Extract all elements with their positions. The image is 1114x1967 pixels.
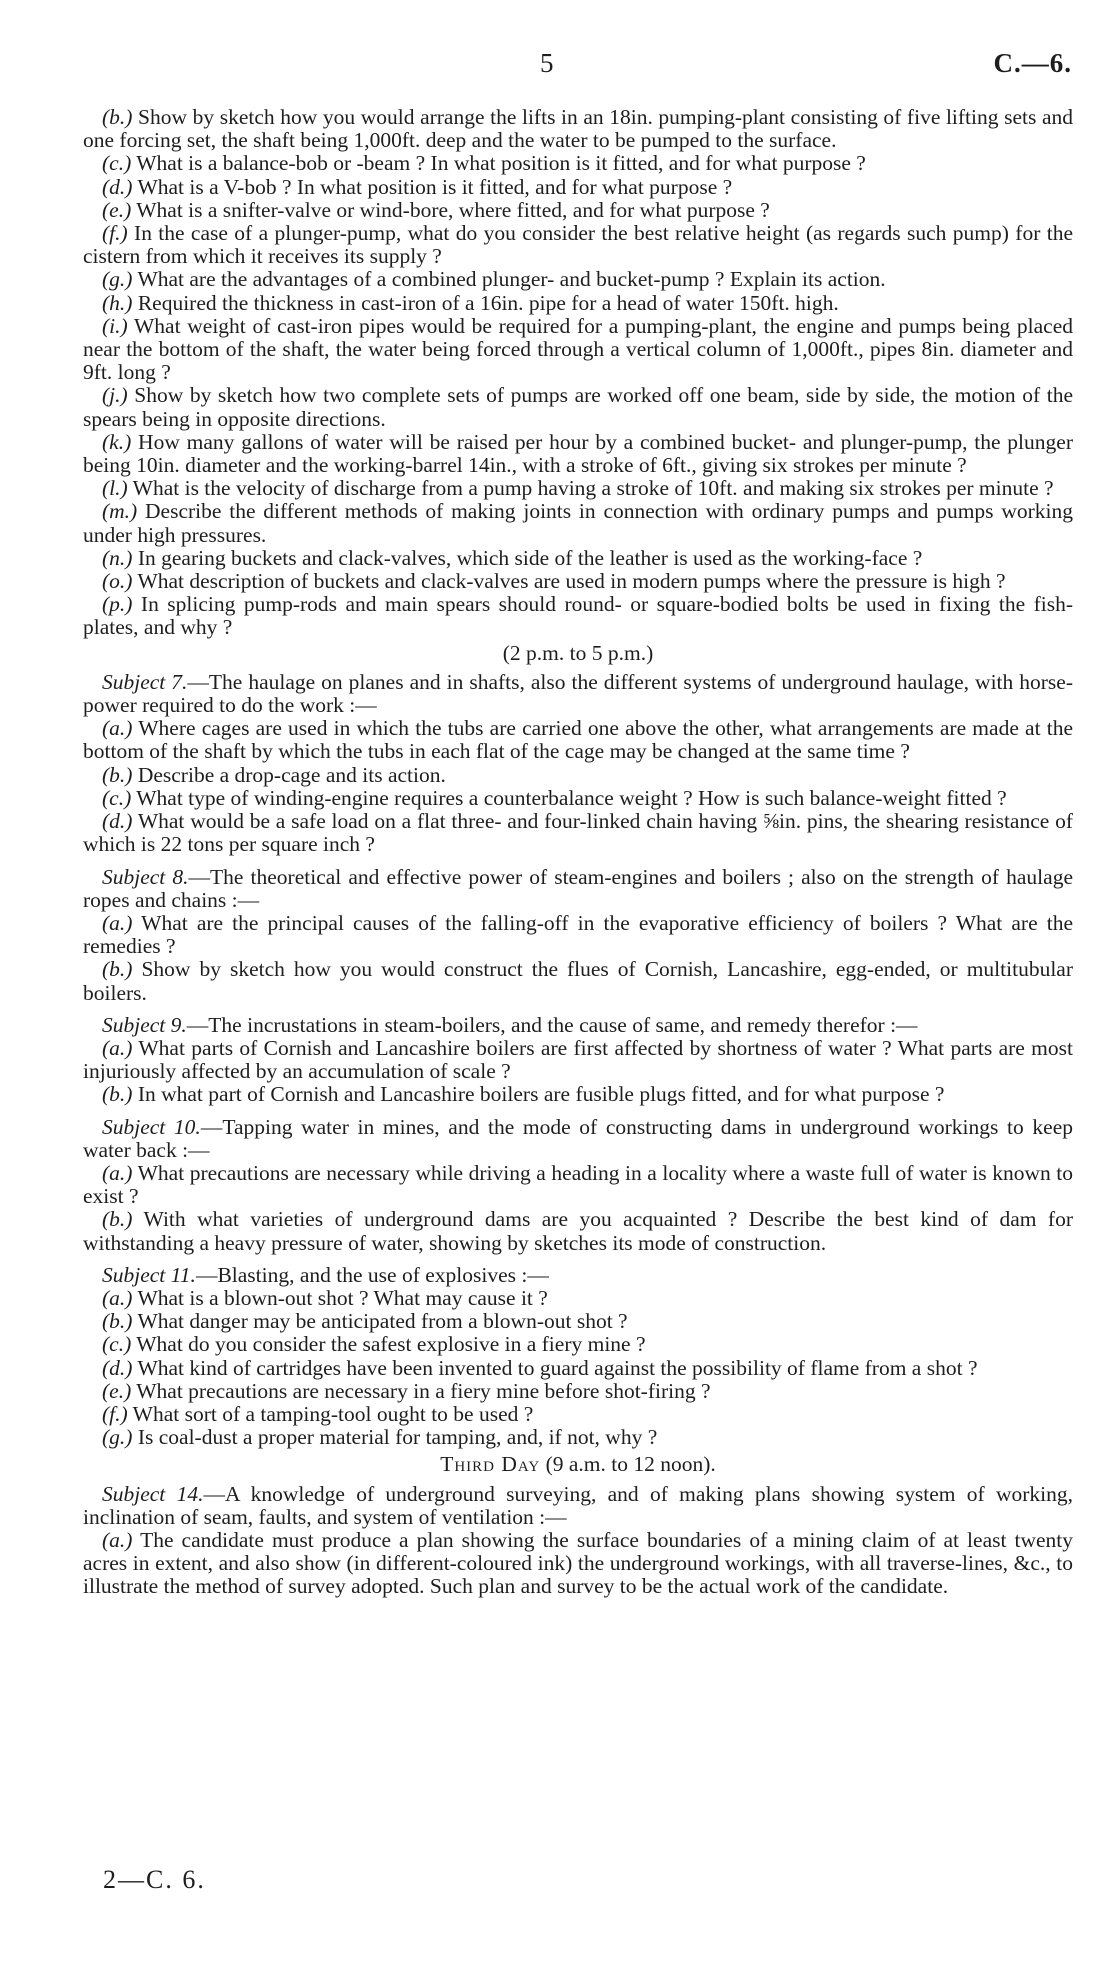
question: (l.) What is the velocity of discharge from a pump having a stroke of 10ft. and making six strokes per minute ? xyxy=(102,476,1054,501)
third-day-title: Third Day xyxy=(440,1452,541,1477)
question: (g.) Is coal-dust a proper material for tamping, and, if not, why ? xyxy=(102,1425,658,1450)
question: (a.) What parts of Cornish and Lancashire boilers are first affected by shortness of water ? What parts are most injuriously affected by an accumulation of scale ? xyxy=(83,1035,1073,1084)
question: (j.) Show by sketch how two complete sets of pumps are worked off one beam, side by side, the motion of the spears being in opposite directions. xyxy=(83,383,1073,431)
question: (n.) In gearing buckets and clack-valves, which side of the leather is used as the working-face ? xyxy=(102,545,923,570)
question: (f.) What sort of a tamping-tool ought to be used ? xyxy=(102,1401,534,1426)
question: (i.) What weight of cast-iron pipes would be required for a pumping-plant, the engine and pumps being placed near the bottom of the shaft, the water being forced through a vertical column of 1,000ft., pipes 8in. diameter and 9ft. long ? xyxy=(83,313,1073,385)
question: (b.) Describe a drop-cage and its action. xyxy=(102,762,446,787)
question: (o.) What description of buckets and clack-valves are used in modern pumps where the pressure is high ? xyxy=(102,569,1006,594)
question: (h.) Required the thickness in cast-iron of a 16in. pipe for a head of water 150ft. high. xyxy=(102,290,839,315)
question: (b.) What danger may be anticipated from a blown-out shot ? xyxy=(102,1309,628,1334)
subject-heading: Subject 9.—The incrustations in steam-boilers, and the cause of same, and remedy therefor :— xyxy=(102,1012,918,1037)
question: (p.) In splicing pump-rods and main spears should round- or square-bodied bolts be used in fixing the fish-plates, and why ? xyxy=(83,592,1073,640)
question: (c.) What type of winding-engine requires a counterbalance weight ? How is such balance-weight fitted ? xyxy=(102,785,1007,810)
page-header xyxy=(0,48,1114,84)
question: (d.) What is a V-bob ? In what position is it fitted, and for what purpose ? xyxy=(102,174,733,199)
question: (b.) In what part of Cornish and Lancashire boilers are fusible plugs fitted, and for what purpose ? xyxy=(102,1082,945,1107)
question: (k.) How many gallons of water will be raised per hour by a combined bucket- and plunger-pump, the plunger being 10in. diameter and the working-barrel 14in., with a stroke of 6ft., giving six strokes per minute ? xyxy=(83,429,1073,478)
page-number: 5 xyxy=(540,48,554,78)
footer-signature-code: 2—C. 6. xyxy=(103,1865,206,1894)
session-time: (2 p.m. to 5 p.m.) xyxy=(502,640,654,665)
question: (m.) Describe the different methods of making joints in connection with ordinary pumps and pumps working under high pressures. xyxy=(83,499,1073,547)
question: (b.) With what varieties of underground dams are you acquainted ? Describe the best kind of dam for withstanding a heavy pressure of water, showing by sketches its mode of construction. xyxy=(83,1207,1073,1255)
question: (a.) The candidate must produce a plan showing the surface boundaries of a mining claim of at least twenty acres in extent, and also show (in different-coloured ink) the underground workings, with all traverse-lines, &c., to illustrate the method of survey adopted. Such plan and survey to be the actual work of the candidate. xyxy=(83,1527,1073,1599)
third-day-time: (9 a.m. to 12 noon). xyxy=(540,1452,716,1477)
question: (a.) What precautions are necessary while driving a heading in a locality where a waste full of water is known to exist ? xyxy=(83,1160,1073,1209)
question: (a.) What are the principal causes of the falling-off in the evaporative efficiency of boilers ? What are the remedies ? xyxy=(83,910,1073,959)
question: (f.) In the case of a plunger-pump, what do you consider the best relative height (as regards such pump) for the cistern from which it receives its supply ? xyxy=(83,221,1073,269)
question: (a.) Where cages are used in which the tubs are carried one above the other, what arrangements are made at the bottom of the shaft by which the tubs in each flat of the cage may be changed at the same time ? xyxy=(83,716,1073,764)
document-code: C.—6. xyxy=(993,48,1072,78)
question: (d.) What would be a safe load on a flat three- and four-linked chain having ⅝in. pins, the shearing resistance of which is 22 tons per square inch ? xyxy=(83,809,1073,857)
subject-heading: Subject 7.—The haulage on planes and in shafts, also the different systems of underground haulage, with horse-power required to do the work :— xyxy=(83,669,1073,718)
question: (g.) What are the advantages of a combined plunger- and bucket-pump ? Explain its action. xyxy=(102,267,886,292)
exam-questions xyxy=(83,106,1073,1599)
question: (c.) What do you consider the safest explosive in a fiery mine ? xyxy=(102,1332,646,1357)
question: (c.) What is a balance-bob or -beam ? In what position is it fitted, and for what purpose ? xyxy=(102,151,866,176)
subject-heading: Subject 10.—Tapping water in mines, and the mode of constructing dams in underground workings to keep water back :— xyxy=(83,1114,1073,1162)
subject-heading: Subject 14.—A knowledge of underground surveying, and of making plans showing system of working, inclination of seam, faults, and system of ventilation :— xyxy=(83,1481,1073,1529)
question: (d.) What kind of cartridges have been invented to guard against the possibility of flame from a shot ? xyxy=(102,1355,978,1380)
question: (e.) What is a snifter-valve or wind-bore, where fitted, and for what purpose ? xyxy=(102,197,770,222)
question: (a.) What is a blown-out shot ? What may cause it ? xyxy=(102,1285,548,1310)
subject-heading: Subject 8.—The theoretical and effective power of steam-engines and boilers ; also on the strength of haulage ropes and chains :— xyxy=(83,864,1073,912)
question: (b.) Show by sketch how you would construct the flues of Cornish, Lancashire, egg-ended, or multitubular boilers. xyxy=(83,957,1073,1005)
question: (b.) Show by sketch how you would arrange the lifts in an 18in. pumping-plant consisting of five lifting sets and one forcing set, the shaft being 1,000ft. deep and the water to be pumped to the surface. xyxy=(83,105,1073,153)
third-day-heading xyxy=(83,1453,1073,1476)
question: (e.) What precautions are necessary in a fiery mine before shot-firing ? xyxy=(102,1378,711,1403)
subject-heading: Subject 11.—Blasting, and the use of explosives :— xyxy=(102,1262,549,1287)
